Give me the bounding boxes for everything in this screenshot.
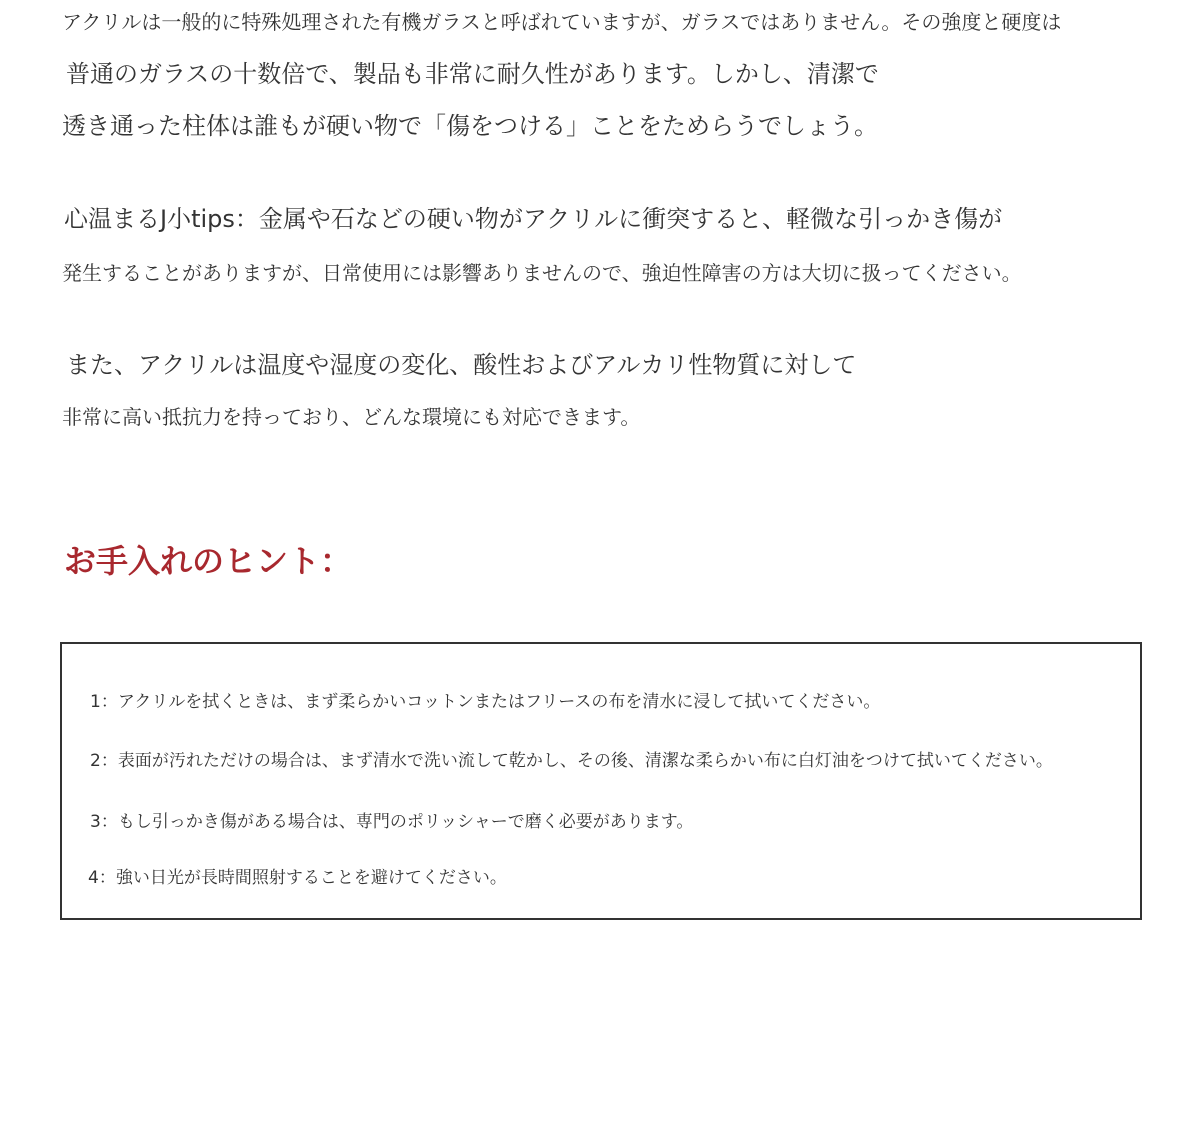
care-heading: お手入れのヒント： bbox=[64, 542, 353, 580]
care-tip-2: 2：表面が汚れただけの場合は、まず清水で洗い流して乾かし、その後、清潔な柔らかい布に白灯油をつけて拭いてください。 bbox=[90, 751, 1053, 771]
intro-line-2: 普通のガラスの十数倍で、製品も非常に耐久性があります。しかし、清潔で bbox=[66, 60, 879, 88]
intro-line-3: 透き通った柱体は誰もが硬い物で「傷をつける」ことをためらうでしょう。 bbox=[62, 112, 878, 140]
care-tip-4: 4：強い日光が長時間照射することを避けてください。 bbox=[88, 868, 507, 888]
care-tips-box bbox=[60, 642, 1142, 920]
tip-note-line-1: 心温まるJ小tips：金属や石などの硬い物がアクリルに衝突すると、軽微な引っかき傷が bbox=[64, 205, 1003, 233]
care-tip-3: 3：もし引っかき傷がある場合は、専門のポリッシャーで磨く必要があります。 bbox=[90, 812, 694, 832]
resistance-line-2: 非常に高い抵抗力を持っており、どんな環境にも対応できます。 bbox=[62, 405, 641, 429]
resistance-line-1: また、アクリルは温度や湿度の変化、酸性およびアルカリ性物質に対して bbox=[66, 351, 857, 379]
care-tip-1: 1：アクリルを拭くときは、まず柔らかいコットンまたはフリースの布を清水に浸して拭いてください。 bbox=[90, 692, 881, 712]
intro-line-1: アクリルは一般的に特殊処理された有機ガラスと呼ばれていますが、ガラスではありません。その強度と硬度は bbox=[62, 10, 1062, 34]
tip-note-line-2: 発生することがありますが、日常使用には影響ありませんので、強迫性障害の方は大切に扱ってください。 bbox=[62, 261, 1022, 285]
